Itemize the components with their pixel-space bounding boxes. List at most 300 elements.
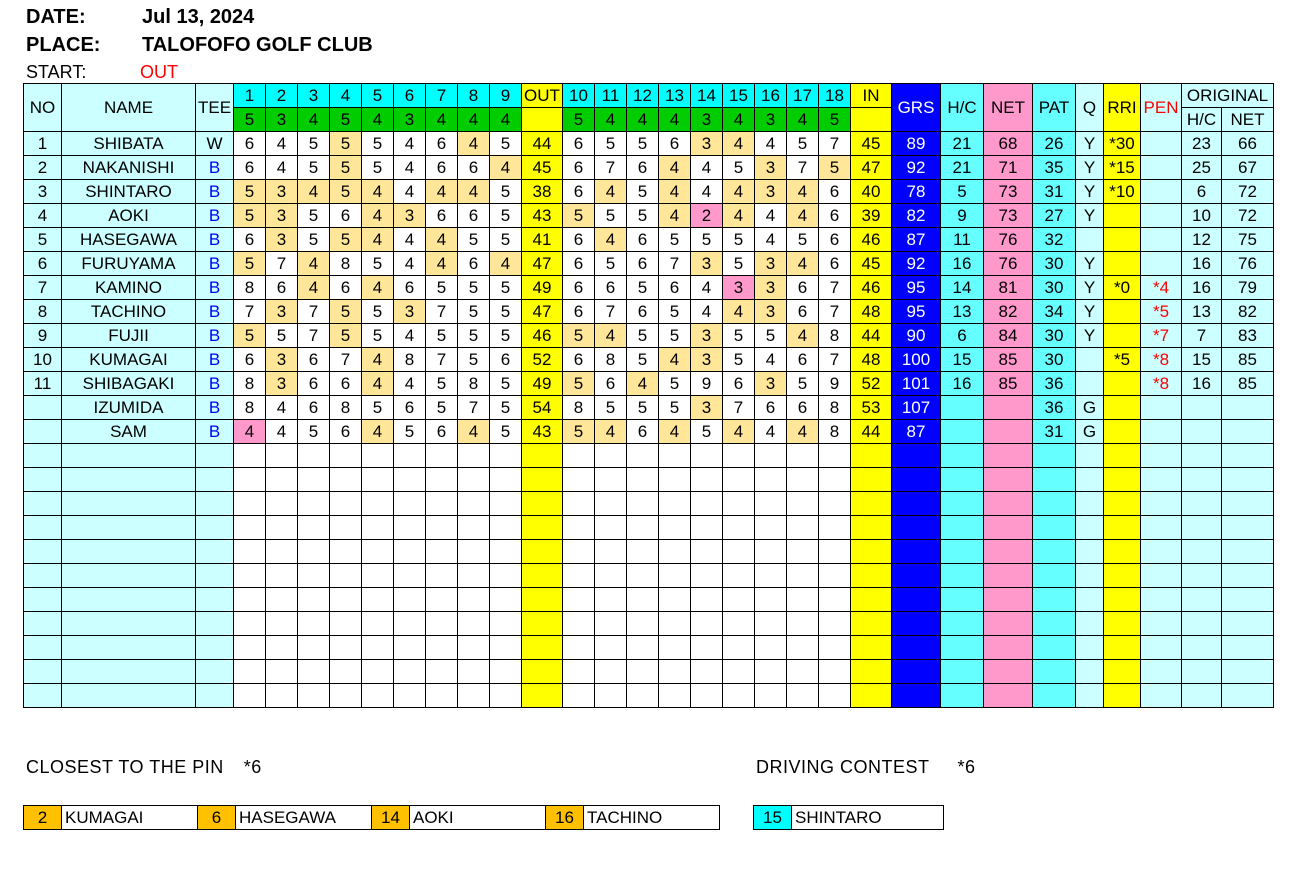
score-hole-15: 4 (723, 204, 755, 228)
score-hole-7: 5 (426, 372, 458, 396)
player-name: NAKANISHI (62, 156, 196, 180)
score-hole-17: 4 (787, 324, 819, 348)
empty-score (787, 540, 819, 564)
hole-3: 3 (298, 84, 330, 108)
score-hole-11: 5 (595, 252, 627, 276)
empty-score (691, 444, 723, 468)
score-hole-13: 6 (659, 276, 691, 300)
empty-score (627, 540, 659, 564)
player-rri (1104, 204, 1141, 228)
empty-score (595, 612, 627, 636)
empty-net (984, 468, 1033, 492)
empty-score (691, 516, 723, 540)
empty-score (627, 492, 659, 516)
score-hole-8: 5 (458, 228, 490, 252)
player-pat: 30 (1033, 348, 1076, 372)
score-hole-1: 6 (234, 228, 266, 252)
score-hole-15: 7 (723, 396, 755, 420)
player-tee: B (196, 252, 234, 276)
score-hole-3: 7 (298, 324, 330, 348)
empty-score (426, 564, 458, 588)
score-hole-13: 5 (659, 324, 691, 348)
player-in: 44 (851, 420, 892, 444)
player-net: 82 (984, 300, 1033, 324)
empty-hc (941, 492, 984, 516)
score-hole-2: 5 (266, 324, 298, 348)
player-net: 73 (984, 180, 1033, 204)
empty-name (62, 492, 196, 516)
par-6: 3 (394, 108, 426, 132)
ctp-count: *6 (243, 757, 262, 777)
player-orig-hc: 12 (1182, 228, 1222, 252)
player-tee: B (196, 348, 234, 372)
empty-score (691, 492, 723, 516)
par-17: 4 (787, 108, 819, 132)
empty-score (362, 444, 394, 468)
score-hole-4: 5 (330, 132, 362, 156)
player-out: 41 (522, 228, 563, 252)
empty-score (298, 660, 330, 684)
player-out: 46 (522, 324, 563, 348)
empty-q (1076, 468, 1104, 492)
empty-orig-net (1222, 612, 1274, 636)
player-pat: 34 (1033, 300, 1076, 324)
place-value: TALOFOFO GOLF CLUB (142, 34, 373, 56)
empty-hc (941, 636, 984, 660)
empty-tee (196, 612, 234, 636)
empty-out (522, 612, 563, 636)
player-pen (1141, 204, 1182, 228)
player-orig-hc: 25 (1182, 156, 1222, 180)
empty-name (62, 684, 196, 708)
empty-score (563, 444, 595, 468)
empty-out (522, 588, 563, 612)
score-hole-3: 4 (298, 276, 330, 300)
empty-q (1076, 684, 1104, 708)
score-hole-7: 4 (426, 228, 458, 252)
player-orig-hc: 13 (1182, 300, 1222, 324)
player-pat: 31 (1033, 420, 1076, 444)
par-15: 4 (723, 108, 755, 132)
player-no: 9 (24, 324, 62, 348)
col-in: IN (851, 84, 892, 108)
col-net: NET (984, 84, 1033, 132)
score-hole-10: 6 (563, 180, 595, 204)
empty-score (298, 468, 330, 492)
empty-score (659, 564, 691, 588)
empty-name (62, 468, 196, 492)
empty-orig-hc (1182, 516, 1222, 540)
empty-rri (1104, 492, 1141, 516)
score-hole-18: 7 (819, 276, 851, 300)
empty-tee (196, 444, 234, 468)
score-hole-11: 4 (595, 420, 627, 444)
empty-grs (892, 540, 941, 564)
empty-score (234, 612, 266, 636)
empty-pat (1033, 540, 1076, 564)
score-hole-14: 3 (691, 396, 723, 420)
par-13: 4 (659, 108, 691, 132)
score-hole-18: 8 (819, 324, 851, 348)
score-hole-16: 3 (755, 180, 787, 204)
empty-score (755, 660, 787, 684)
empty-score (394, 684, 426, 708)
player-no: 3 (24, 180, 62, 204)
player-no (24, 396, 62, 420)
empty-score (691, 468, 723, 492)
empty-score (298, 612, 330, 636)
score-hole-14: 3 (691, 132, 723, 156)
score-hole-17: 4 (787, 420, 819, 444)
empty-in (851, 636, 892, 660)
empty-score (330, 684, 362, 708)
player-row (24, 372, 1274, 396)
empty-score (787, 564, 819, 588)
score-hole-2: 4 (266, 132, 298, 156)
col-no: NO (24, 84, 62, 132)
score-hole-15: 5 (723, 156, 755, 180)
score-hole-14: 4 (691, 276, 723, 300)
score-hole-5: 4 (362, 348, 394, 372)
empty-no (24, 612, 62, 636)
player-orig-net: 76 (1222, 252, 1274, 276)
empty-row (24, 516, 1274, 540)
empty-orig-net (1222, 444, 1274, 468)
hole-5: 5 (362, 84, 394, 108)
player-no: 1 (24, 132, 62, 156)
empty-score (394, 588, 426, 612)
score-hole-10: 6 (563, 156, 595, 180)
hole-6: 6 (394, 84, 426, 108)
player-pat: 30 (1033, 324, 1076, 348)
empty-in (851, 612, 892, 636)
player-no: 7 (24, 276, 62, 300)
empty-score (490, 540, 522, 564)
empty-score (234, 684, 266, 708)
empty-score (298, 540, 330, 564)
player-tee: W (196, 132, 234, 156)
score-hole-12: 5 (627, 348, 659, 372)
player-q (1076, 348, 1104, 372)
player-in: 52 (851, 372, 892, 396)
empty-score (787, 516, 819, 540)
score-hole-6: 5 (394, 420, 426, 444)
empty-orig-hc (1182, 684, 1222, 708)
empty-net (984, 492, 1033, 516)
score-hole-18: 9 (819, 372, 851, 396)
player-pen: *8 (1141, 348, 1182, 372)
empty-orig-hc (1182, 588, 1222, 612)
empty-score (362, 660, 394, 684)
empty-rri (1104, 516, 1141, 540)
col-grs: GRS (892, 84, 941, 132)
score-hole-11: 5 (595, 204, 627, 228)
empty-in (851, 516, 892, 540)
score-hole-17: 6 (787, 396, 819, 420)
score-hole-8: 8 (458, 372, 490, 396)
score-hole-3: 5 (298, 228, 330, 252)
score-hole-6: 4 (394, 132, 426, 156)
empty-grs (892, 564, 941, 588)
ctp-name: KUMAGAI (62, 806, 198, 829)
par-12: 4 (627, 108, 659, 132)
score-hole-14: 4 (691, 180, 723, 204)
col-rri: RRI (1104, 84, 1141, 132)
empty-score (787, 444, 819, 468)
empty-pat (1033, 564, 1076, 588)
score-hole-6: 4 (394, 372, 426, 396)
empty-score (362, 588, 394, 612)
player-hc: 6 (941, 324, 984, 348)
player-q: Y (1076, 276, 1104, 300)
empty-score (298, 636, 330, 660)
empty-q (1076, 516, 1104, 540)
player-pat: 30 (1033, 276, 1076, 300)
score-hole-13: 5 (659, 372, 691, 396)
score-hole-9: 5 (490, 180, 522, 204)
player-pen (1141, 396, 1182, 420)
par-18: 5 (819, 108, 851, 132)
empty-row (24, 492, 1274, 516)
empty-orig-net (1222, 588, 1274, 612)
empty-row (24, 588, 1274, 612)
score-hole-10: 6 (563, 348, 595, 372)
score-hole-6: 4 (394, 156, 426, 180)
par-10: 5 (563, 108, 595, 132)
empty-score (330, 588, 362, 612)
empty-score (266, 492, 298, 516)
score-hole-1: 5 (234, 180, 266, 204)
ctp-hole: 14 (372, 806, 410, 829)
score-hole-7: 5 (426, 324, 458, 348)
empty-score (563, 492, 595, 516)
empty-score (595, 564, 627, 588)
player-hc: 16 (941, 372, 984, 396)
score-hole-16: 3 (755, 252, 787, 276)
empty-q (1076, 612, 1104, 636)
score-hole-2: 3 (266, 180, 298, 204)
player-name: FURUYAMA (62, 252, 196, 276)
player-hc: 21 (941, 132, 984, 156)
hole-9: 9 (490, 84, 522, 108)
score-hole-18: 7 (819, 300, 851, 324)
player-hc: 13 (941, 300, 984, 324)
player-orig-net: 66 (1222, 132, 1274, 156)
empty-score (723, 588, 755, 612)
empty-score (394, 660, 426, 684)
empty-orig-hc (1182, 612, 1222, 636)
empty-score (394, 516, 426, 540)
score-hole-2: 4 (266, 420, 298, 444)
score-hole-17: 5 (787, 372, 819, 396)
empty-hc (941, 516, 984, 540)
empty-orig-hc (1182, 492, 1222, 516)
empty-row (24, 564, 1274, 588)
empty-no (24, 444, 62, 468)
score-hole-8: 6 (458, 252, 490, 276)
empty-score (691, 636, 723, 660)
score-hole-17: 5 (787, 132, 819, 156)
score-hole-7: 5 (426, 396, 458, 420)
score-hole-10: 6 (563, 276, 595, 300)
empty-pen (1141, 636, 1182, 660)
score-hole-10: 5 (563, 324, 595, 348)
empty-pat (1033, 588, 1076, 612)
score-hole-1: 8 (234, 372, 266, 396)
empty-pat (1033, 468, 1076, 492)
empty-score (755, 564, 787, 588)
empty-score (819, 564, 851, 588)
empty-grs (892, 516, 941, 540)
empty-score (362, 636, 394, 660)
score-hole-12: 6 (627, 156, 659, 180)
score-hole-12: 6 (627, 252, 659, 276)
player-name: SAM (62, 420, 196, 444)
empty-score (787, 588, 819, 612)
empty-score (563, 516, 595, 540)
empty-rri (1104, 636, 1141, 660)
empty-score (755, 516, 787, 540)
empty-orig-net (1222, 540, 1274, 564)
empty-out (522, 660, 563, 684)
empty-score (330, 612, 362, 636)
score-hole-5: 5 (362, 324, 394, 348)
score-hole-3: 6 (298, 372, 330, 396)
empty-score (563, 684, 595, 708)
empty-no (24, 540, 62, 564)
empty-pen (1141, 492, 1182, 516)
empty-score (362, 540, 394, 564)
player-in: 45 (851, 132, 892, 156)
empty-name (62, 540, 196, 564)
empty-score (266, 588, 298, 612)
empty-score (659, 444, 691, 468)
empty-row (24, 660, 1274, 684)
score-hole-4: 6 (330, 276, 362, 300)
score-hole-5: 5 (362, 156, 394, 180)
empty-pen (1141, 468, 1182, 492)
empty-score (627, 564, 659, 588)
empty-score (330, 492, 362, 516)
empty-tee (196, 660, 234, 684)
player-in: 39 (851, 204, 892, 228)
empty-no (24, 492, 62, 516)
par-1: 5 (234, 108, 266, 132)
ctp-name: TACHINO (587, 808, 663, 827)
empty-score (819, 636, 851, 660)
empty-row (24, 444, 1274, 468)
score-hole-14: 3 (691, 252, 723, 276)
score-hole-17: 6 (787, 348, 819, 372)
player-orig-net: 82 (1222, 300, 1274, 324)
score-hole-18: 8 (819, 396, 851, 420)
empty-hc (941, 468, 984, 492)
empty-score (330, 540, 362, 564)
empty-tee (196, 684, 234, 708)
empty-score (723, 564, 755, 588)
score-hole-4: 6 (330, 372, 362, 396)
empty-orig-net (1222, 516, 1274, 540)
player-tee: B (196, 420, 234, 444)
score-hole-18: 5 (819, 156, 851, 180)
score-hole-3: 5 (298, 156, 330, 180)
empty-out (522, 684, 563, 708)
player-in: 48 (851, 300, 892, 324)
score-hole-14: 9 (691, 372, 723, 396)
score-hole-4: 8 (330, 252, 362, 276)
empty-score (458, 636, 490, 660)
score-hole-15: 4 (723, 300, 755, 324)
score-hole-17: 4 (787, 180, 819, 204)
player-no (24, 420, 62, 444)
score-hole-11: 7 (595, 300, 627, 324)
empty-score (563, 564, 595, 588)
player-no: 6 (24, 252, 62, 276)
empty-score (755, 492, 787, 516)
empty-orig-hc (1182, 444, 1222, 468)
score-hole-9: 4 (490, 156, 522, 180)
empty-no (24, 516, 62, 540)
player-pen: *5 (1141, 300, 1182, 324)
player-orig-hc: 10 (1182, 204, 1222, 228)
empty-net (984, 564, 1033, 588)
score-hole-9: 5 (490, 300, 522, 324)
empty-score (298, 684, 330, 708)
empty-score (627, 636, 659, 660)
empty-score (819, 612, 851, 636)
player-rri (1104, 228, 1141, 252)
empty-hc (941, 444, 984, 468)
score-hole-17: 6 (787, 276, 819, 300)
empty-q (1076, 564, 1104, 588)
empty-orig-hc (1182, 636, 1222, 660)
ctp-name: AOKI (410, 806, 546, 829)
empty-no (24, 564, 62, 588)
player-tee: B (196, 156, 234, 180)
empty-hc (941, 684, 984, 708)
empty-score (691, 540, 723, 564)
empty-grs (892, 444, 941, 468)
empty-score (490, 612, 522, 636)
score-hole-15: 6 (723, 372, 755, 396)
empty-score (234, 492, 266, 516)
empty-score (266, 636, 298, 660)
score-hole-9: 5 (490, 132, 522, 156)
date-line (26, 6, 254, 29)
player-grs: 107 (892, 396, 941, 420)
empty-score (298, 564, 330, 588)
player-pat: 36 (1033, 372, 1076, 396)
empty-pen (1141, 516, 1182, 540)
empty-orig-hc (1182, 660, 1222, 684)
dc-hole: 15 (754, 806, 792, 829)
player-name: FUJII (62, 324, 196, 348)
score-hole-2: 7 (266, 252, 298, 276)
score-hole-15: 4 (723, 420, 755, 444)
player-tee: B (196, 204, 234, 228)
empty-q (1076, 444, 1104, 468)
player-orig-hc: 16 (1182, 372, 1222, 396)
player-row (24, 132, 1274, 156)
empty-score (362, 612, 394, 636)
empty-score (595, 492, 627, 516)
empty-in (851, 564, 892, 588)
empty-score (819, 660, 851, 684)
empty-name (62, 444, 196, 468)
empty-score (659, 516, 691, 540)
score-hole-8: 4 (458, 132, 490, 156)
empty-out (522, 540, 563, 564)
